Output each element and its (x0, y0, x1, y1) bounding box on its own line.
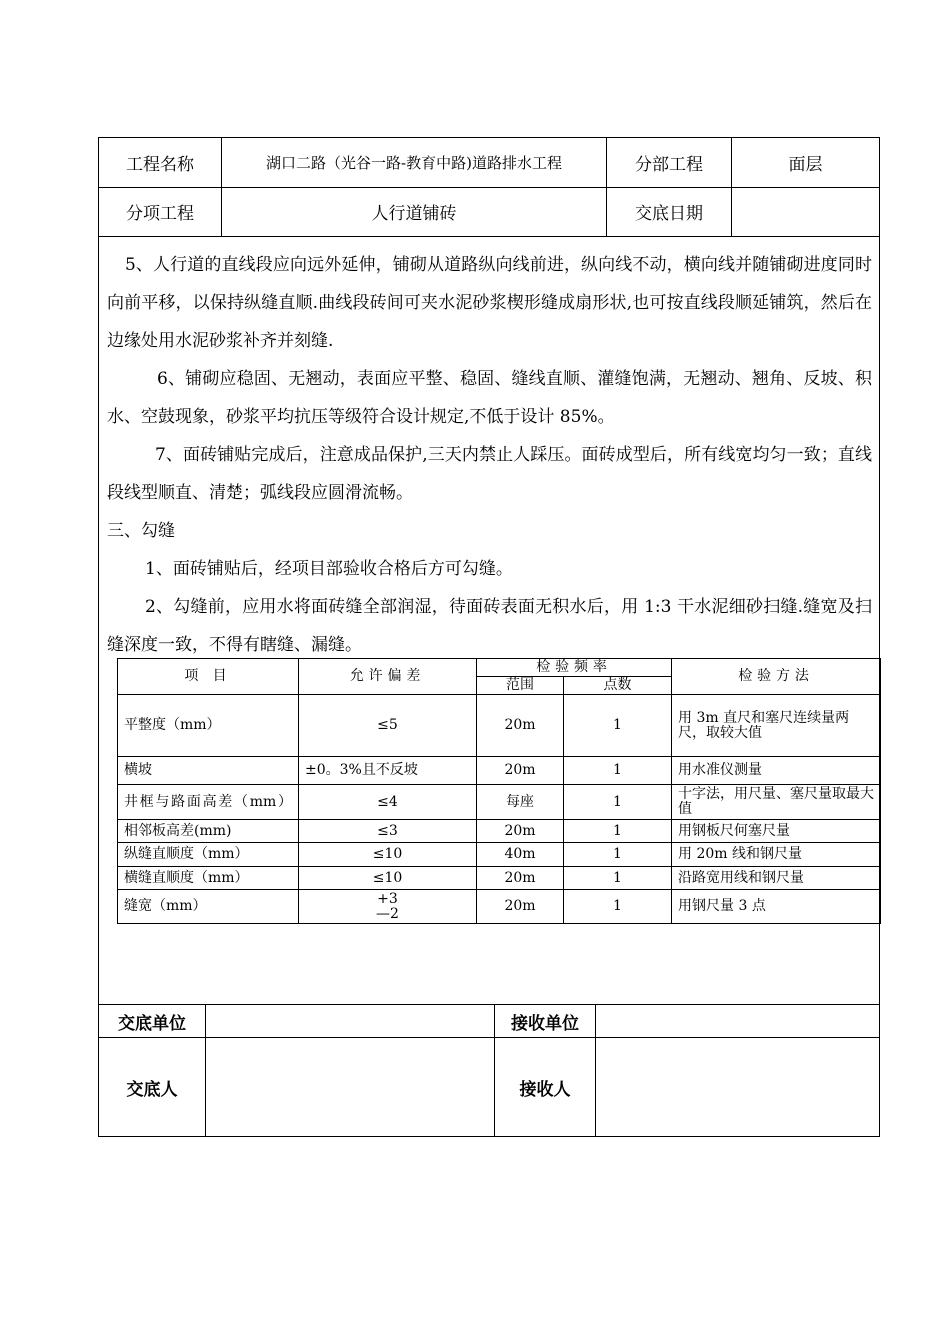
table-row (118, 695, 881, 757)
receiver-unit-label: 接收单位 (511, 1013, 579, 1034)
row-points: 1 (564, 843, 672, 867)
row-method: 用钢尺量 3 点 (672, 890, 881, 924)
row-tolerance: ≤10 (299, 867, 477, 890)
row-range: 40m (477, 843, 564, 867)
issuer-signature-field[interactable] (206, 1038, 494, 1137)
subitem-value: 人行道铺砖 (221, 187, 606, 236)
table-row (118, 843, 881, 867)
paragraph-7: 7、面砖铺贴完成后，注意成品保护,三天内禁止人踩压。面砖成型后，所有线宽均匀一致；直线段线型顺直、清楚；弧线段应圆滑流畅。 (107, 445, 872, 503)
col-header-item: 项 目 (118, 659, 299, 695)
table-row (118, 867, 881, 890)
row-points: 1 (564, 820, 672, 843)
row-range: 20m (477, 820, 564, 843)
header-row-2 (99, 187, 879, 237)
tolerance-minus: —2 (376, 905, 399, 922)
issuer-label: 交底人 (126, 1080, 178, 1100)
table-row (118, 890, 881, 924)
header-row-1 (99, 138, 879, 188)
subitem-label: 分项工程 (126, 204, 194, 224)
row-method: 用水准仪测量 (672, 757, 881, 785)
row-item: 缝宽（mm） (118, 890, 299, 924)
row-tolerance: ≤4 (299, 785, 477, 820)
row-points: 1 (564, 867, 672, 890)
date-label: 交底日期 (606, 187, 731, 236)
row-points: 1 (564, 785, 672, 820)
paragraph-5: 5、人行道的直线段应向远外延伸，铺砌从道路纵向线前进，纵向线不动，横向线并随铺砌进度同时向前平移，以保持纵缝直顺.曲线段砖间可夹水泥砂浆楔形缝成扇形状,也可按直线段顺延铺筑，然后在边缘处用水泥砂浆补齐并刻缝. (107, 255, 872, 351)
row-item: 横坡 (118, 757, 299, 785)
table-row (118, 757, 881, 785)
table-header-row (118, 659, 881, 677)
col-header-method: 检验方法 (672, 659, 881, 695)
row-points: 1 (564, 757, 672, 785)
col-header-frequency: 检验频率 (477, 659, 672, 677)
row-range: 20m (477, 695, 564, 757)
disclosure-content (107, 246, 872, 664)
project-name-value: 湖口二路（光谷一路-教育中路)道路排水工程 (221, 138, 606, 187)
row-item: 平整度（mm） (118, 695, 299, 757)
table-row (118, 785, 881, 820)
receiver-signature-field[interactable] (596, 1038, 879, 1137)
row-method: 用 20m 线和钢尺量 (672, 843, 881, 867)
paragraph-6: 6、铺砌应稳固、无翘动，表面应平整、稳固、缝线直顺、灌缝饱满，无翘动、翘角、反坡、积水、空鼓现象，砂浆平均抗压等级符合设计规定,不低于设计 85%。 (107, 369, 872, 427)
col-header-points: 点数 (564, 677, 672, 695)
receiver-label: 接收人 (519, 1080, 571, 1100)
division-value: 面层 (731, 138, 879, 187)
signature-section (99, 1004, 879, 1137)
row-range: 20m (477, 757, 564, 785)
row-points: 1 (564, 890, 672, 924)
col-header-range: 范围 (477, 677, 564, 695)
table-row (118, 820, 881, 843)
date-value (731, 187, 879, 236)
disclosure-form (98, 137, 880, 1137)
row-item: 横缝直顺度（mm） (118, 867, 299, 890)
row-tolerance: ≤3 (299, 820, 477, 843)
receiver-unit-field[interactable] (596, 1005, 879, 1037)
row-points: 1 (564, 695, 672, 757)
section-3-item-2: 2、勾缝前，应用水将面砖缝全部润湿，待面砖表面无积水后，用 1:3 干水泥细砂扫缝.缝宽及扫缝深度一致，不得有瞎缝、漏缝。 (107, 597, 872, 655)
row-tolerance: ≤10 (299, 843, 477, 867)
col-header-tolerance: 允许偏差 (299, 659, 477, 695)
row-range: 20m (477, 890, 564, 924)
row-range: 每座 (477, 785, 564, 820)
row-item: 纵缝直顺度（mm） (118, 843, 299, 867)
section-3-item-1: 1、面砖铺贴后，经项目部验收合格后方可勾缝。 (145, 559, 513, 579)
issuer-unit-label: 交底单位 (118, 1013, 186, 1034)
row-item: 井框与路面高差（mm） (118, 785, 299, 820)
row-range: 20m (477, 867, 564, 890)
row-method: 十字法，用尺量、塞尺量取最大值 (672, 785, 881, 820)
row-method: 用钢板尺何塞尺量 (672, 820, 881, 843)
tolerance-plus: +3 (377, 890, 398, 907)
issuer-unit-field[interactable] (206, 1005, 494, 1037)
row-tolerance (299, 890, 477, 924)
section-heading-3: 三、勾缝 (107, 521, 175, 541)
row-method: 沿路宽用线和钢尺量 (672, 867, 881, 890)
row-method: 用 3m 直尺和塞尺连续量两尺，取较大值 (672, 695, 881, 757)
row-tolerance: ±0。3%且不反坡 (299, 757, 477, 785)
division-label: 分部工程 (606, 138, 731, 187)
inspection-table (117, 658, 881, 924)
row-item: 相邻板高差(mm) (118, 820, 299, 843)
row-tolerance: ≤5 (299, 695, 477, 757)
project-name-label: 工程名称 (126, 155, 194, 175)
